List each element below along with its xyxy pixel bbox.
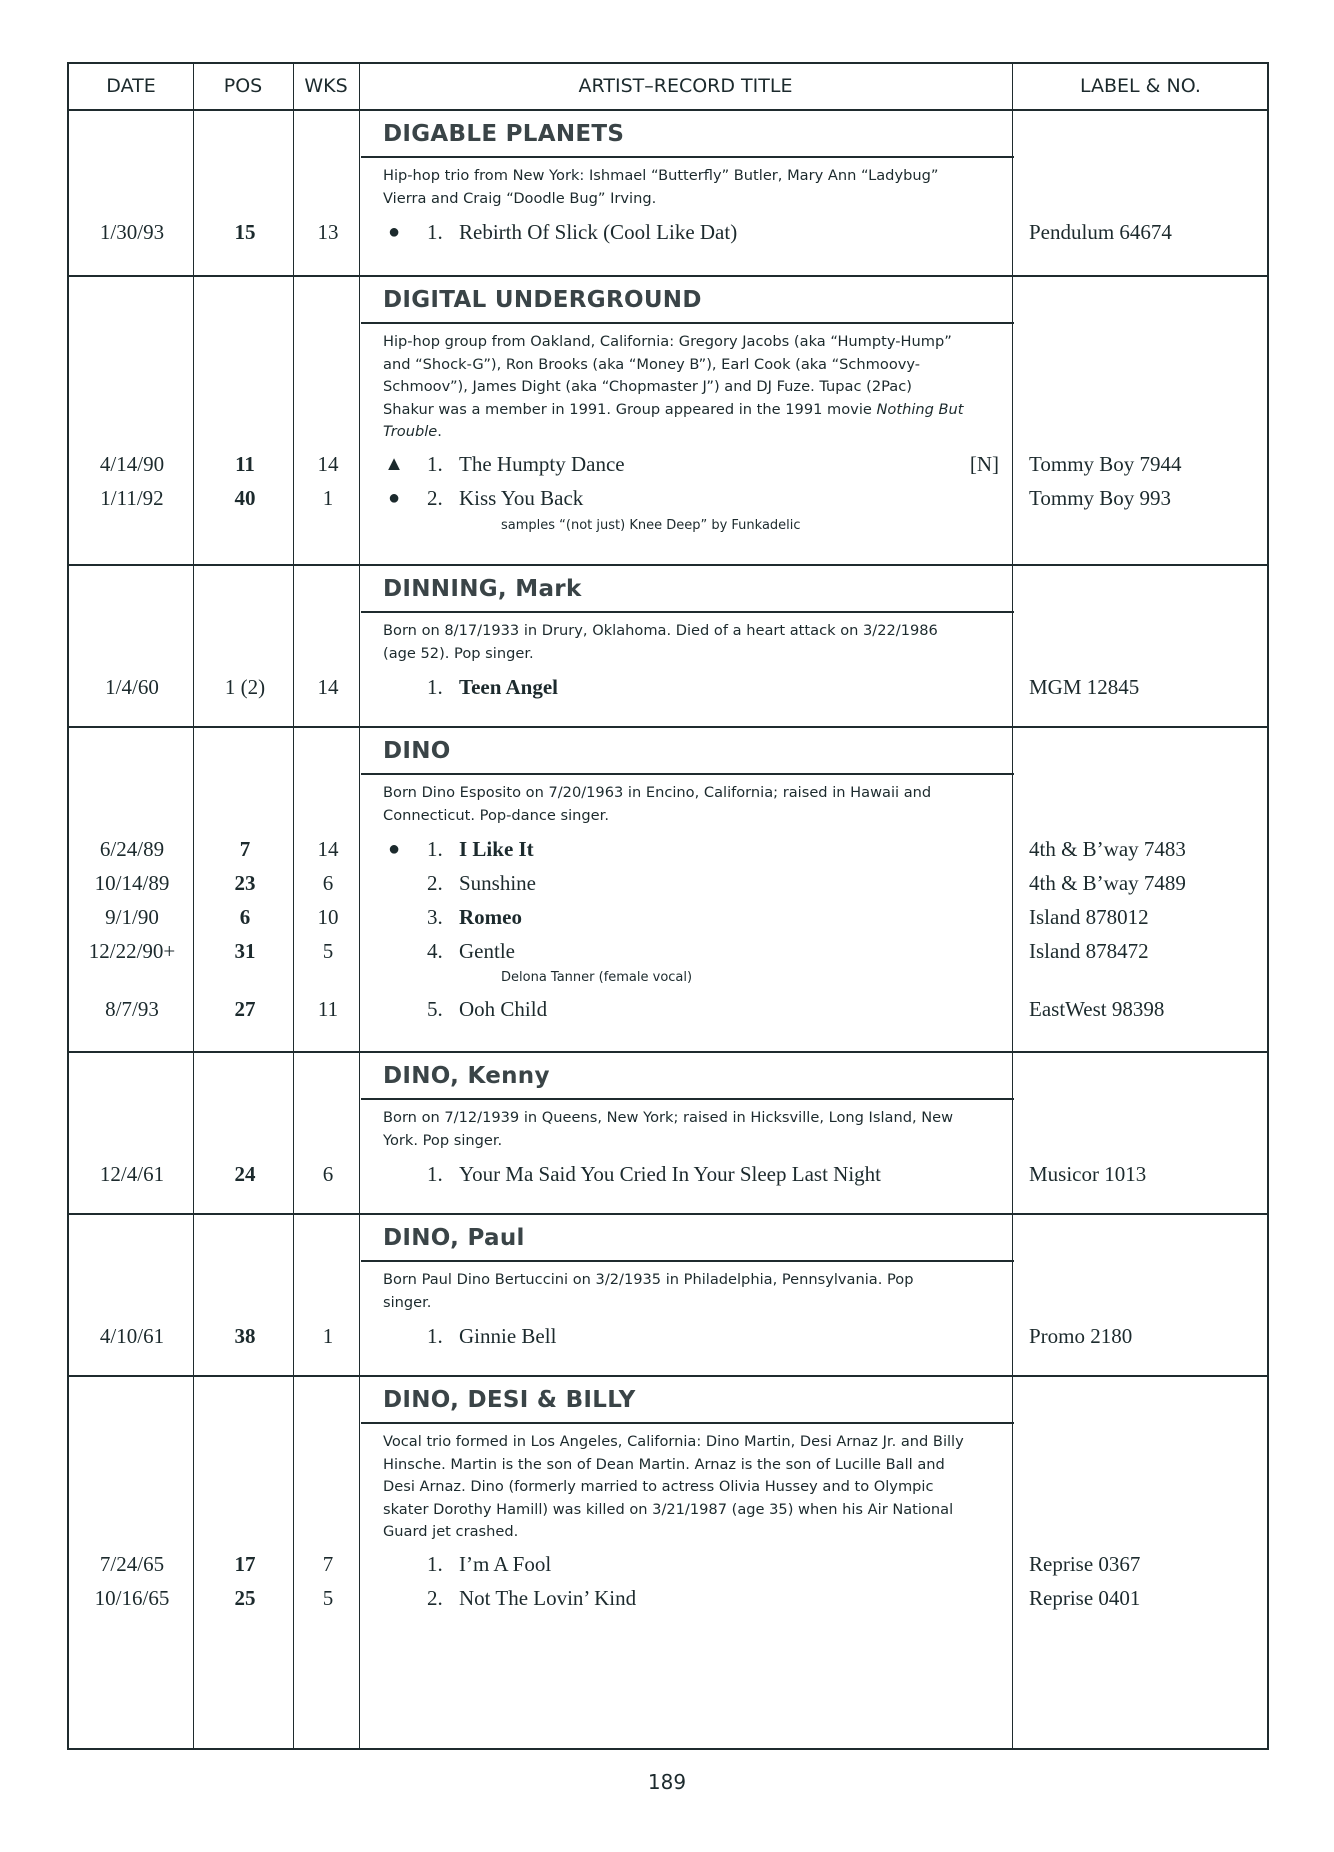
record-number: 1. xyxy=(427,1324,443,1348)
bio-line: Hip-hop group from Oakland, California: Gregory Jacobs (aka “Humpty-Hump” xyxy=(383,333,952,350)
record-title: Rebirth Of Slick (Cool Like Dat) xyxy=(459,220,738,244)
record-title: Kiss You Back xyxy=(459,486,584,510)
bio-line: Guard jet crashed. xyxy=(383,1523,519,1540)
artist-bio xyxy=(383,620,1003,665)
record-label: Tommy Boy 7944 xyxy=(1029,452,1182,476)
record-number: 1. xyxy=(427,220,443,244)
record-date: 12/22/90+ xyxy=(88,939,176,963)
artist-entry xyxy=(69,111,1267,277)
record-number: 1. xyxy=(427,675,443,699)
record-number: 3. xyxy=(427,905,443,929)
record-pos: 25 xyxy=(234,1586,256,1610)
record-pos: 1 (2) xyxy=(224,675,266,699)
record-date: 1/4/60 xyxy=(105,675,159,699)
bio-line: Vierra and Craig “Doodle Bug” Irving. xyxy=(383,189,657,207)
record-title: Sunshine xyxy=(459,871,537,895)
artist-entry xyxy=(69,566,1267,728)
bio-line: singer. xyxy=(383,1293,432,1311)
artist-bio xyxy=(383,1431,1003,1544)
bio-line: Born on 8/17/1933 in Drury, Oklahoma. Died of a heart attack on 3/22/1986 xyxy=(383,622,938,639)
artist-bio xyxy=(383,1269,1003,1314)
bio-line: (age 52). Pop singer. xyxy=(383,644,534,662)
bio-line xyxy=(383,421,1003,444)
record-title: Ooh Child xyxy=(459,997,548,1021)
bio-line: Hip-hop trio from New York: Ishmael “Butterfly” Butler, Mary Ann “Ladybug” xyxy=(383,167,939,184)
record-note: samples “(not just) Knee Deep” by Funkadelic xyxy=(501,518,801,533)
record-label: Tommy Boy 993 xyxy=(1029,486,1172,510)
artist-given-name: Paul xyxy=(459,1225,525,1251)
bio-text: Shakur was a member in 1991. Group appeared in the 1991 movie xyxy=(383,400,877,418)
bio-line: Born Dino Esposito on 7/20/1963 in Encino, California; raised in Hawaii and xyxy=(383,784,932,801)
artist-name xyxy=(361,1053,1014,1100)
header-date: DATE xyxy=(106,75,156,97)
table-header xyxy=(69,64,1267,111)
bio-line: Born on 7/12/1939 in Queens, New York; raised in Hicksville, Long Island, New xyxy=(383,1109,954,1126)
gold-record-bullet-icon: ● xyxy=(387,487,401,509)
bio-line: Vocal trio formed in Los Angeles, California: Dino Martin, Desi Arnaz Jr. and Billy xyxy=(383,1433,964,1450)
record-wks: 5 xyxy=(322,939,334,963)
bio-text: . xyxy=(437,423,442,440)
record-title: I’m A Fool xyxy=(459,1552,552,1576)
record-number: 2. xyxy=(427,486,443,510)
record-label: Island 878012 xyxy=(1029,905,1149,929)
record-wks: 7 xyxy=(322,1552,334,1576)
record-pos: 6 xyxy=(239,905,251,929)
record-pos: 17 xyxy=(234,1552,256,1576)
record-date: 10/14/89 xyxy=(94,871,170,895)
record-pos: 11 xyxy=(235,452,255,476)
record-title: Ginnie Bell xyxy=(459,1324,557,1348)
record-label: 4th & B’way 7483 xyxy=(1029,837,1186,861)
record-wks: 6 xyxy=(322,871,334,895)
record-pos: 7 xyxy=(239,837,251,861)
artist-name: DIGITAL UNDERGROUND xyxy=(361,277,1014,324)
record-title: Your Ma Said You Cried In Your Sleep Last Night xyxy=(459,1162,881,1186)
record-label: EastWest 98398 xyxy=(1029,997,1165,1021)
record-number: 5. xyxy=(427,997,443,1021)
record-label: Musicor 1013 xyxy=(1029,1162,1147,1186)
record-number: 1. xyxy=(427,452,443,476)
record-wks: 14 xyxy=(317,675,339,699)
record-wks: 10 xyxy=(317,905,339,929)
page-number: 189 xyxy=(647,1770,687,1794)
bio-line: Hinsche. Martin is the son of Dean Martin. Arnaz is the son of Lucille Ball and xyxy=(383,1455,945,1473)
record-date: 7/24/65 xyxy=(99,1552,165,1576)
record-number: 1. xyxy=(427,1162,443,1186)
artist-entry xyxy=(69,1215,1267,1377)
record-date: 9/1/90 xyxy=(105,905,159,929)
header-pos: POS xyxy=(223,75,263,97)
record-wks: 6 xyxy=(322,1162,334,1186)
record-title: Romeo xyxy=(459,905,522,929)
record-pos: 24 xyxy=(234,1162,256,1186)
record-pos: 40 xyxy=(234,486,256,510)
chart-history-table xyxy=(67,62,1269,1750)
artist-surname: DINO, xyxy=(383,1063,460,1089)
artist-given-name: Kenny xyxy=(459,1063,550,1089)
record-date: 1/11/92 xyxy=(100,486,164,510)
bio-line: Desi Arnaz. Dino (formerly married to actress Olivia Hussey and to Olympic xyxy=(383,1478,934,1495)
artist-entry xyxy=(69,1053,1267,1215)
artist-name xyxy=(361,566,1014,613)
record-wks: 14 xyxy=(317,837,339,861)
bio-line: Connecticut. Pop-dance singer. xyxy=(383,806,609,824)
record-wks: 5 xyxy=(322,1586,334,1610)
record-note: Delona Tanner (female vocal) xyxy=(501,970,693,985)
bio-line: Schmoov”), James Dight (aka “Chopmaster J”) and DJ Fuze. Tupac (2Pac) xyxy=(383,378,912,395)
record-number: 1. xyxy=(427,837,443,861)
record-date: 10/16/65 xyxy=(94,1586,170,1610)
gold-record-bullet-icon: ● xyxy=(387,838,401,860)
record-pos: 38 xyxy=(234,1324,256,1348)
artist-given-name: Mark xyxy=(506,576,582,602)
bio-line: and “Shock-G”), Ron Brooks (aka “Money B”), Earl Cook (aka “Schmoovy- xyxy=(383,355,921,373)
record-title: Gentle xyxy=(459,939,515,963)
bio-line xyxy=(383,399,1003,422)
record-label: Pendulum 64674 xyxy=(1029,220,1172,244)
artist-surname: DINO, xyxy=(383,1225,460,1251)
bio-line: skater Dorothy Hamill) was killed on 3/21/1987 (age 35) when his Air National xyxy=(383,1500,954,1518)
record-wks: 1 xyxy=(322,1324,334,1348)
artist-entry xyxy=(69,277,1267,566)
record-title: The Humpty Dance xyxy=(459,452,625,476)
record-date: 12/4/61 xyxy=(99,1162,165,1186)
record-pos: 27 xyxy=(234,997,256,1021)
record-date: 6/24/89 xyxy=(99,837,165,861)
movie-title: Nothing But xyxy=(876,400,964,418)
record-label: Promo 2180 xyxy=(1029,1324,1133,1348)
artist-bio xyxy=(383,1107,1003,1152)
record-date: 1/30/93 xyxy=(99,220,165,244)
novelty-flag: [N] xyxy=(969,452,999,476)
record-label: Reprise 0401 xyxy=(1029,1586,1141,1610)
artist-name: DINO, DESI & BILLY xyxy=(361,1377,1014,1424)
gold-record-bullet-icon: ● xyxy=(387,221,401,243)
record-number: 2. xyxy=(427,871,443,895)
record-number: 1. xyxy=(427,1552,443,1576)
record-wks: 11 xyxy=(317,997,339,1021)
header-artist-title: ARTIST–RECORD TITLE xyxy=(578,75,793,97)
record-pos: 23 xyxy=(234,871,256,895)
artist-entry xyxy=(69,1377,1267,1748)
record-wks: 1 xyxy=(322,486,334,510)
record-title: I Like It xyxy=(459,837,534,861)
header-wks: WKS xyxy=(304,75,348,97)
record-pos: 15 xyxy=(234,220,256,244)
record-wks: 14 xyxy=(317,452,339,476)
platinum-record-triangle-icon: ▲ xyxy=(384,453,404,475)
movie-title: Trouble xyxy=(383,423,438,440)
record-title: Not The Lovin’ Kind xyxy=(459,1586,637,1610)
record-label: Island 878472 xyxy=(1029,939,1149,963)
bio-line: York. Pop singer. xyxy=(383,1131,503,1149)
record-title: Teen Angel xyxy=(459,675,558,699)
record-date: 4/14/90 xyxy=(99,452,165,476)
record-date: 4/10/61 xyxy=(99,1324,165,1348)
record-pos: 31 xyxy=(234,939,256,963)
artist-bio xyxy=(383,331,1003,444)
bio-line: Born Paul Dino Bertuccini on 3/2/1935 in Philadelphia, Pennsylvania. Pop xyxy=(383,1271,914,1288)
artist-bio xyxy=(383,782,1003,827)
record-number: 4. xyxy=(427,939,443,963)
artist-name: DINO xyxy=(361,728,1014,775)
record-label: MGM 12845 xyxy=(1029,675,1140,699)
record-label: Reprise 0367 xyxy=(1029,1552,1141,1576)
artist-name: DIGABLE PLANETS xyxy=(361,111,1014,158)
artist-surname: DINNING, xyxy=(383,576,507,602)
record-date: 8/7/93 xyxy=(105,997,159,1021)
header-label: LABEL & NO. xyxy=(1080,75,1201,97)
artist-bio xyxy=(383,165,1003,210)
artist-name xyxy=(361,1215,1014,1262)
artist-entry xyxy=(69,728,1267,1053)
record-number: 2. xyxy=(427,1586,443,1610)
record-wks: 13 xyxy=(317,220,339,244)
record-label: 4th & B’way 7489 xyxy=(1029,871,1186,895)
